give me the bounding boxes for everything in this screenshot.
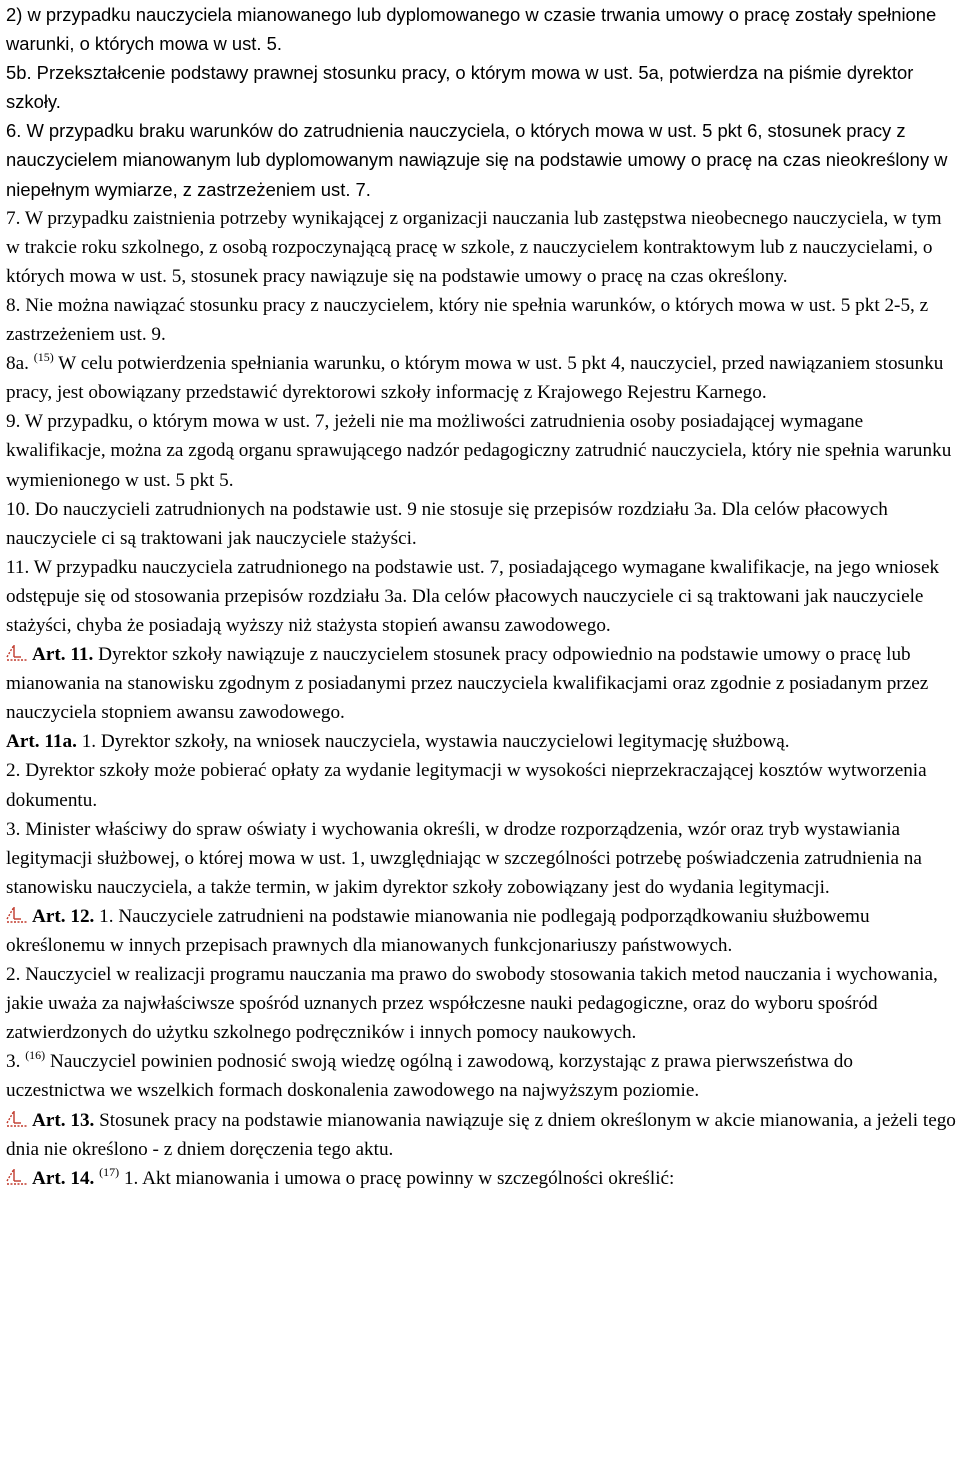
article-label: Art. 11. xyxy=(32,644,94,666)
footnote-ref[interactable]: (15) xyxy=(33,350,54,365)
article xyxy=(6,727,956,756)
clock-amendment-icon[interactable] xyxy=(6,643,30,663)
article-text: 1. Akt mianowania i umowa o pracę powinny w szczególności określić: xyxy=(123,1167,675,1189)
paragraph: 5b. Przekształcenie podstawy prawnej stosunku pracy, o którym mowa w ust. 5a, potwierdza na piśmie dyrektor szkoły. xyxy=(6,62,914,113)
paragraph: 6. W przypadku braku warunków do zatrudnienia nauczyciela, o których mowa w ust. 5 pkt 6, stosunek pracy z nauczycielem mianowanym lub dyplomowanym nawiązuje się na podstawie umowy o pracę na czas nieokreślony w niepełnym wymiarze, z zastrzeżeniem ust. 7. xyxy=(6,120,948,200)
article-label: Art. 13. xyxy=(32,1109,95,1131)
paragraph: 10. Do nauczycieli zatrudnionych na podstawie ust. 9 nie stosuje się przepisów rozdziału 3a. Dla celów płacowych nauczyciele ci są traktowani jak nauczyciele stażyści. xyxy=(6,498,888,549)
clock-amendment-icon[interactable] xyxy=(6,1109,30,1129)
paragraph xyxy=(6,349,956,407)
paragraph: 2. Dyrektor szkoły może pobierać opłaty za wydanie legitymacji w wysokości nieprzekraczającej kosztów wytworzenia dokumentu. xyxy=(6,760,927,811)
paragraph: 3. Minister właściwy do spraw oświaty i wychowania określi, w drodze rozporządzenia, wzór oraz tryb wystawiania legitymacji służbowej, o której mowa w ust. 1, uwzględniając w szczególności potrzebę poświadczenia zatrudnienia na stanowisku nauczyciela, a także termin, w jakim dyrektor szkoły zobowiązany jest do wydania legitymacji. xyxy=(6,818,922,898)
paragraph-number: 3. xyxy=(6,1051,21,1073)
article xyxy=(6,1106,956,1164)
article-text: 1. Nauczyciele zatrudnieni na podstawie mianowania nie podlegają podporządkowaniu służbowemu określonemu w innych przepisach prawnych dla mianowanych funkcjonariuszy państwowych. xyxy=(6,905,870,956)
paragraph-text: W celu potwierdzenia spełniania warunku, o którym mowa w ust. 5 pkt 4, nauczyciel, przed nawiązaniem stosunku pracy, jest obowiązany przedstawić dyrektorowi szkoły informację z Krajowego Rejestru Karnego. xyxy=(6,353,944,404)
article xyxy=(6,640,956,727)
clock-amendment-icon[interactable] xyxy=(6,905,30,925)
paragraph: 2. Nauczyciel w realizacji programu nauczania ma prawo do swobody stosowania takich metod nauczania i wychowania, jakie uważa za najwłaściwsze spośród uznanych przez współczesne nauki pedagogiczne, oraz do wyboru spośród zatwierdzonych do użytku szkolnego podręczników i innych pomocy naukowych. xyxy=(6,964,938,1044)
article xyxy=(6,1164,956,1193)
article-label: Art. 12. xyxy=(32,905,95,927)
article-text: Stosunek pracy na podstawie mianowania nawiązuje się z dniem określonym w akcie mianowania, a jeżeli tego dnia nie określono - z dniem doręczenia tego aktu. xyxy=(6,1109,956,1160)
article-label: Art. 11a. xyxy=(6,731,77,753)
article-text: 1. Dyrektor szkoły, na wniosek nauczyciela, wystawia nauczycielowi legitymację służbową. xyxy=(81,731,790,753)
article-text: Dyrektor szkoły nawiązuje z nauczycielem stosunek pracy odpowiednio na podstawie umowy o pracę lub mianowania na stanowisku zgodnym z posiadanymi przez nauczyciela kwalifikacjami oraz zgodnie z posiadanym przez nauczyciela stopniem awansu zawodowego. xyxy=(6,644,929,724)
paragraph-number: 8a. xyxy=(6,353,29,375)
article-label: Art. 14. xyxy=(32,1167,95,1189)
paragraph: 8. Nie można nawiązać stosunku pracy z nauczycielem, który nie spełnia warunków, o których mowa w ust. 5 pkt 2-5, z zastrzeżeniem ust. 9. xyxy=(6,294,929,346)
article xyxy=(6,902,956,960)
paragraph: 11. W przypadku nauczyciela zatrudnionego na podstawie ust. 7, posiadającego wymagane kwalifikacje, na jego wniosek odstępuje się od stosowania przepisów rozdziału 3a. Dla celów płacowych nauczyciele ci są traktowani jak nauczyciele stażyści, chyba że posiadają wyższy niż stażysta stopień awansu zawodowego. xyxy=(6,556,940,636)
paragraph xyxy=(6,1047,956,1105)
paragraph-text: Nauczyciel powinien podnosić swoją wiedzę ogólną i zawodową, korzystając z prawa pierwszeństwa do uczestnictwa we wszelkich formach doskonalenia zawodowego na najwyższym poziomie. xyxy=(6,1051,853,1102)
footnote-ref[interactable]: (17) xyxy=(99,1164,120,1179)
paragraph: 2) w przypadku nauczyciela mianowanego lub dyplomowanego w czasie trwania umowy o pracę zostały spełnione warunki, o których mowa w ust. 5. xyxy=(6,4,937,55)
clock-amendment-icon[interactable] xyxy=(6,1167,30,1187)
paragraph: 9. W przypadku, o którym mowa w ust. 7, jeżeli nie ma możliwości zatrudnienia osoby posiadającej wymagane kwalifikacje, można za zgodą organu sprawującego nadzór pedagogiczny zatrudnić nauczyciela, który nie spełnia warunku wymienionego w ust. 5 pkt 5. xyxy=(6,411,952,491)
paragraph: 7. W przypadku zaistnienia potrzeby wynikającej z organizacji nauczania lub zastępstwa nieobecnego nauczyciela, w tym w trakcie roku szkolnego, z osobą rozpoczynającą pracę w szkole, z nauczycielem kontraktowym lub z nauczycielami, o których mowa w ust. 5, stosunek pracy nawiązuje się na podstawie umowy o pracę na czas określony. xyxy=(6,207,942,287)
document-page xyxy=(6,0,956,1193)
footnote-ref[interactable]: (16) xyxy=(25,1048,46,1063)
